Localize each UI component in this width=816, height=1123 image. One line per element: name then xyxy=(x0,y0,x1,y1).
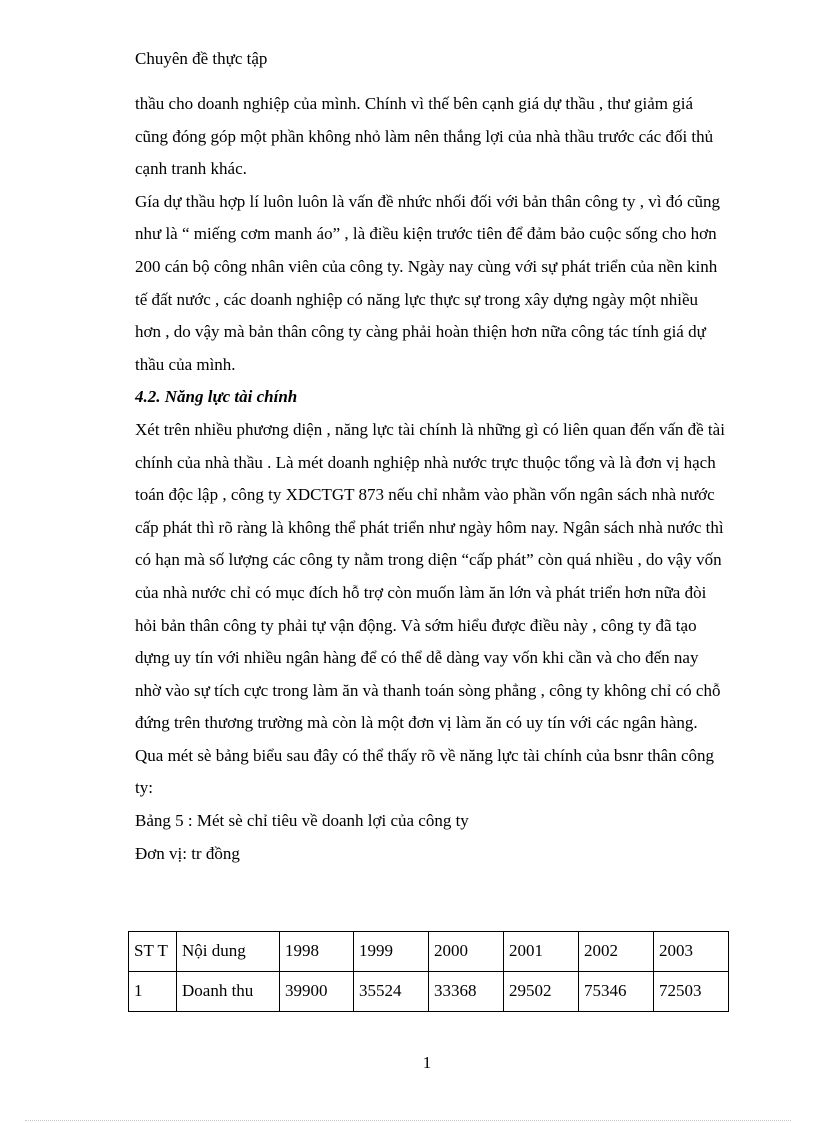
table-cell: 35524 xyxy=(354,972,429,1012)
section-heading: 4.2. Năng lực tài chính xyxy=(135,387,298,407)
table-cell: 39900 xyxy=(280,972,354,1012)
table-header-cell: 2000 xyxy=(429,932,504,972)
page-header: Chuyên đề thực tập xyxy=(135,49,268,68)
table-header-cell: Nội dung xyxy=(177,932,280,972)
table-header-cell: 2001 xyxy=(504,932,579,972)
table-cell: 33368 xyxy=(429,972,504,1012)
table-cell: 1 xyxy=(129,972,177,1012)
table-header-cell: 1999 xyxy=(354,932,429,972)
table-caption: Bảng 5 : Mét sè chỉ tiêu về doanh lợi của công ty xyxy=(135,811,469,831)
footer-divider xyxy=(25,1120,791,1121)
table-header-cell: 1998 xyxy=(280,932,354,972)
document-body xyxy=(135,88,725,870)
table-cell: 75346 xyxy=(579,972,654,1012)
page-number: 1 xyxy=(422,1053,432,1072)
table-row xyxy=(129,972,729,1012)
table-cell: Doanh thu xyxy=(177,972,280,1012)
revenue-table xyxy=(128,931,729,1012)
table-header-cell: 2002 xyxy=(579,932,654,972)
table-cell: 72503 xyxy=(654,972,729,1012)
paragraph: Qua mét sè bảng biểu sau đây có thể thấy rõ về năng lực tài chính của bsnr thân công ty: xyxy=(135,745,715,798)
table-header-cell: 2003 xyxy=(654,932,729,972)
paragraph: thầu cho doanh nghiệp của mình. Chính vì thế bên cạnh giá dự thầu , thư giảm giá cũng đóng góp một phần không nhỏ làm nên thắng lợi của nhà thầu trước các đối thủ cạnh tranh khác. xyxy=(135,94,714,179)
paragraph: Xét trên nhiều phương diện , năng lực tài chính là những gì có liên quan đến vấn đề tài chính của nhà thầu . Là mét doanh nghiệp nhà nước trực thuộc tổng và là đơn vị hạch toán độc lập , công ty XDCTGT 873 nếu chỉ nhằm vào phần vốn ngân sách nhà nước cấp phát thì rõ ràng là không thể phát triển như ngày hôm nay. Ngân sách nhà nước thì có hạn mà số lượng các công ty nằm trong diện “cấp phát” còn quá nhiều , do vậy vốn của nhà nước chỉ có mục đích hỗ trợ còn muốn làm ăn lớn và phát triển hơn nữa đòi hỏi bản thân công ty phải tự vận động. Và sớm hiểu được điều này , công ty đã tạo dựng uy tín với nhiều ngân hàng để có thể dễ dàng vay vốn khi cần và cho đến nay nhờ vào sự tích cực trong làm ăn và thanh toán sòng phẳng , công ty không chỉ có chỗ đứng trên thương trường mà còn là một đơn vị làm ăn có uy tín với các ngân hàng. xyxy=(135,419,725,733)
unit-label: Đơn vị: tr đồng xyxy=(135,843,240,863)
table-header-row xyxy=(129,932,729,972)
table-cell: 29502 xyxy=(504,972,579,1012)
table-header-cell: ST T xyxy=(129,932,177,972)
paragraph: Gía dự thầu hợp lí luôn luôn là vấn đề nhức nhối đối với bản thân công ty , vì đó cũng như là “ miếng cơm manh áo” , là điều kiện trước tiên để đảm bảo cuộc sống cho hơn 200 cán bộ công nhân viên của công ty. Ngày nay cùng với sự phát triển của nền kinh tế đất nước , các doanh nghiệp có năng lực thực sự trong xây dựng ngày một nhiều hơn , do vậy mà bản thân công ty càng phải hoàn thiện hơn nữa công tác tính giá dự thầu của mình. xyxy=(135,191,721,374)
